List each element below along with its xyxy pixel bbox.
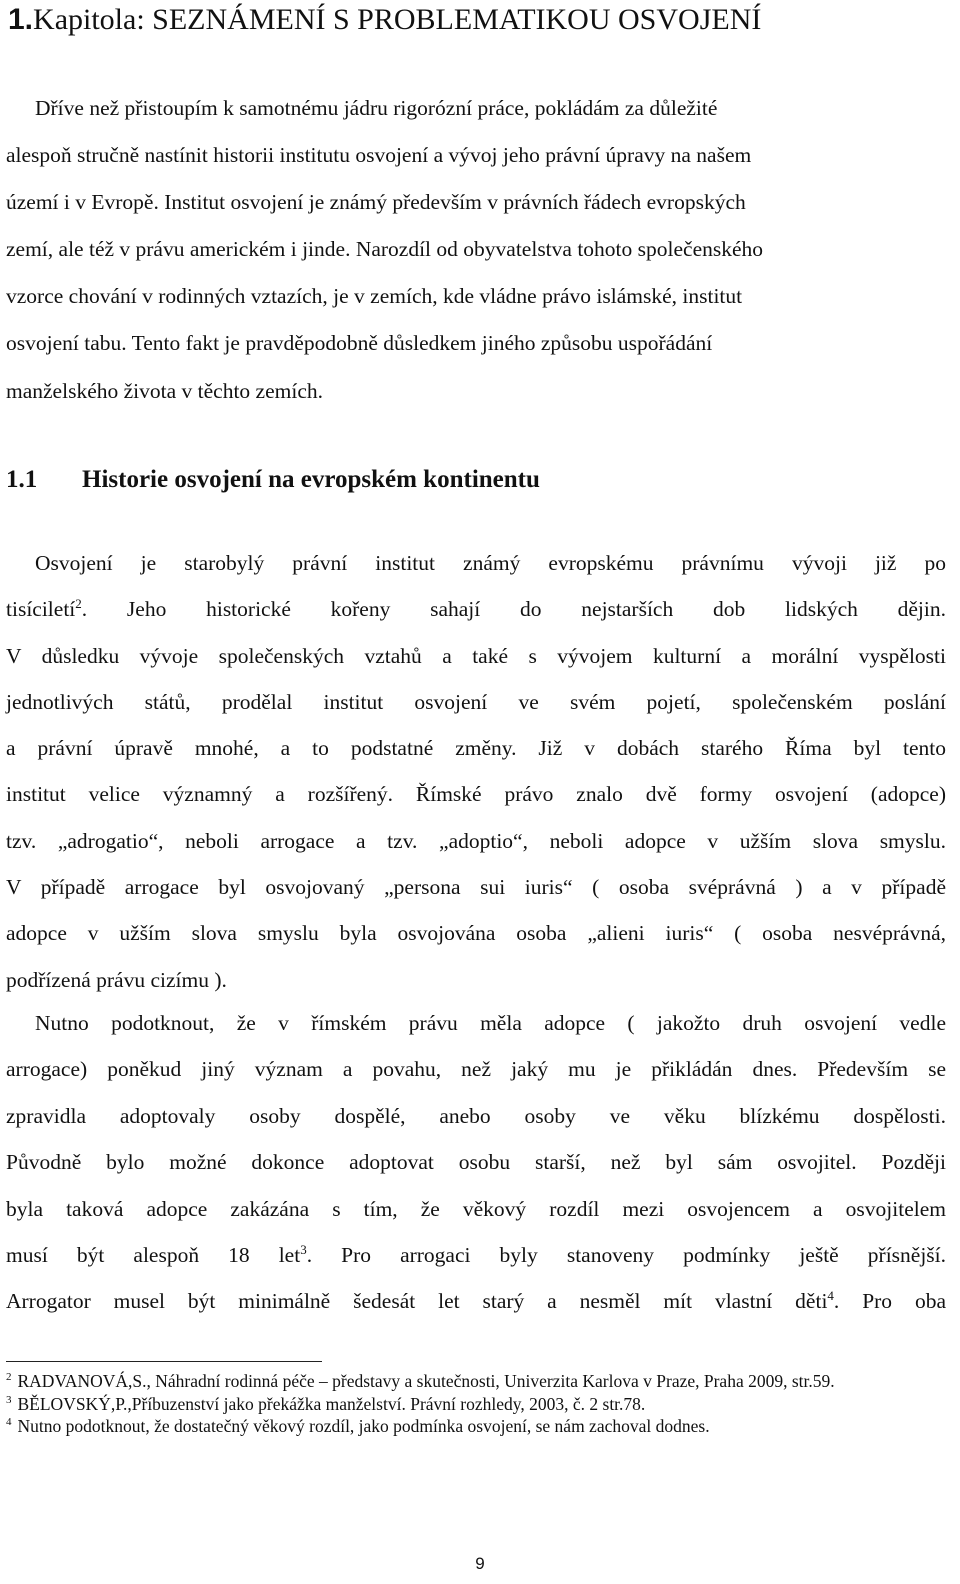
section-number: 1.1 bbox=[6, 466, 38, 493]
section-heading bbox=[6, 460, 946, 500]
paragraph-line: Dříve než přistoupím k samotnému jádru rigorózní práce, pokládám za důležité bbox=[35, 96, 718, 120]
paragraph-line: a právní úpravě mnohé, a to podstatné změny. Již v dobách starého Říma byl tento bbox=[6, 736, 946, 761]
paragraph-line: zemí, ale též v právu americkém i jinde. Narozdíl od obyvatelstva tohoto společenského bbox=[6, 237, 764, 262]
paragraph-line: zpravidla adoptovaly osoby dospělé, anebo osoby ve věku blízkému dospělosti. bbox=[6, 1103, 946, 1128]
intro-paragraph bbox=[6, 85, 946, 415]
paragraph-line: Arrogator musel být minimálně šedesát let starý a nesměl mít vlastní děti$^4$. Pro oba bbox=[6, 1288, 946, 1314]
footnote-ref-4[interactable]: 4 bbox=[827, 1288, 834, 1304]
paragraph-line: adopce v užším slova smyslu byla osvojována osoba „alieni iuris“ ( osoba nesvéprávná, bbox=[6, 921, 946, 946]
section-title: Historie osvojení na evropském kontinentu bbox=[82, 466, 540, 493]
paragraph-line: byla taková adopce zakázána s tím, že věkový rozdíl mezi osvojencem a osvojitelem bbox=[6, 1196, 946, 1221]
footnote-4: $^4$ Nutno podotknout, že dostatečný věkový rozdíl, jako podmínka osvojení, se nám zachoval dodnes. bbox=[6, 1416, 710, 1436]
footnote-separator bbox=[6, 1361, 322, 1362]
paragraph-line: Nutno podotknout, že v římském právu měla adopce ( jakožto druh osvojení vedle bbox=[35, 1011, 946, 1035]
paragraph-line: arrogace) poněkud jiný význam a povahu, než jaký mu je přikládán dnes. Především se bbox=[6, 1057, 946, 1082]
paragraph-line: podřízená právu cizímu ). bbox=[6, 967, 227, 992]
paragraph-line: tisíciletí$^2$. Jeho historické kořeny sahají do nejstarších dob lidských dějin. bbox=[6, 596, 946, 622]
paragraph-line: jednotlivých států, prodělal institut osvojení ve svém pojetí, společenském poslání bbox=[6, 689, 946, 714]
history-paragraph bbox=[6, 540, 946, 1003]
paragraph-line: Osvojení je starobylý právní institut známý evropskému právnímu vývoji již po bbox=[35, 551, 946, 575]
footnotes bbox=[6, 1370, 951, 1438]
paragraph-line: území i v Evropě. Institut osvojení je známý především v právních řádech evropských bbox=[6, 190, 746, 215]
paragraph-line: vzorce chování v rodinných vztazích, je v zemích, kde vládne právo islámské, institut bbox=[6, 284, 743, 309]
paragraph-line: Původně bylo možné dokonce adoptovat osobu starší, než byl sám osvojitel. Později bbox=[6, 1150, 946, 1175]
paragraph-line: osvojení tabu. Tento fakt je pravděpodobně důsledkem jiného způsobu uspořádání bbox=[6, 331, 713, 356]
paragraph-line: institut velice významný a rozšířený. Římské právo znalo dvě formy osvojení (adopce) bbox=[6, 782, 946, 807]
paragraph-line: manželského života v těchto zemích. bbox=[6, 378, 323, 403]
paragraph-line: alespoň stručně nastínit historii institutu osvojení a vývoj jeho právní úpravy na našem bbox=[6, 143, 752, 168]
chapter-title-number: 1. bbox=[8, 3, 34, 36]
paragraph-line: V případě arrogace byl osvojovaný „persona sui iuris“ ( osoba svéprávná ) a v případě bbox=[6, 875, 946, 900]
paragraph-line: tzv. „adrogatio“, neboli arrogace a tzv. „adoptio“, neboli adopce v užším slova smyslu. bbox=[6, 828, 946, 853]
paragraph-line: V důsledku vývoje společenských vztahů a také s vývojem kulturní a morální vyspělosti bbox=[6, 643, 946, 668]
page-number: 9 bbox=[475, 1554, 485, 1573]
footnote-2: $^2$ RADVANOVÁ,S., Náhradní rodinná péče – představy a skutečnosti, Univerzita Karlova v Praze, Praha 2009, str.59. bbox=[6, 1371, 835, 1391]
footnote-ref-2[interactable]: 2 bbox=[75, 596, 82, 612]
chapter-title-text: Kapitola: SEZNÁMENÍ S PROBLEMATIKOU OSVOJENÍ bbox=[33, 3, 762, 36]
paragraph-line: musí být alespoň 18 let$^3$. Pro arrogaci byly stanoveny podmínky ještě přísnější. bbox=[6, 1241, 947, 1268]
chapter-title bbox=[8, 2, 948, 38]
footnote-3: $^3$ BĚLOVSKÝ,P.,Příbuzenství jako překážka manželství. Právní rozhledy, 2003, č. 2 str.78. bbox=[6, 1393, 646, 1414]
roman-law-paragraph bbox=[6, 1000, 946, 1325]
footnote-ref-3[interactable]: 3 bbox=[300, 1241, 307, 1257]
